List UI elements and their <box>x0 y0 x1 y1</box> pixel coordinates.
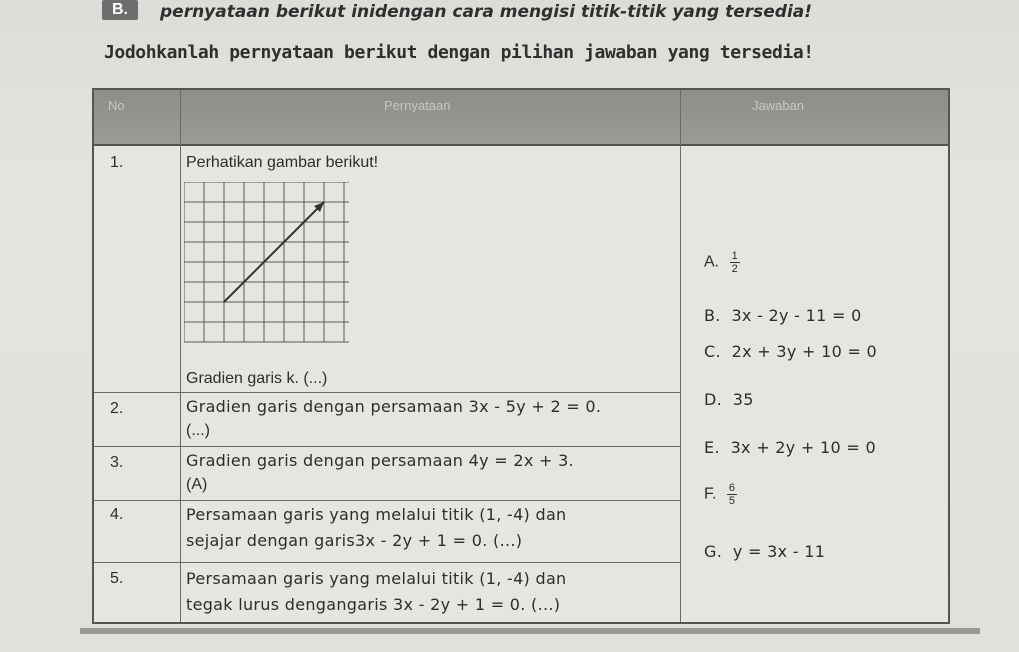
row-3-text: Gradien garis dengan persamaan 4y = 2x + 3. <box>186 451 574 470</box>
row-2-text: Gradien garis dengan persamaan 3x - 5y + 2 = 0. <box>186 397 602 416</box>
row-1-prompt: Gradien garis k. (...) <box>186 370 328 387</box>
col-divider-1 <box>180 90 181 622</box>
answer-e: E. 3x + 2y + 10 = 0 <box>704 438 876 457</box>
answer-f-fraction: $\frac{6}{5}$ <box>728 482 736 507</box>
gradient-figure <box>184 182 349 347</box>
answer-a-label: A. <box>704 253 720 271</box>
row-divider <box>94 446 680 447</box>
row-4-no: 4. <box>110 506 124 523</box>
header-answer: Jawaban <box>752 98 805 113</box>
row-4-text: Persamaan garis yang melalui titik (1, -4) dan <box>186 505 567 524</box>
answer-f <box>704 482 737 507</box>
answer-g: G. y = 3x - 11 <box>704 542 826 561</box>
row-1-no: 1. <box>110 154 124 171</box>
row-4-text-2[interactable]: sejajar dengan garis3x - 2y + 1 = 0. (...) <box>186 531 523 550</box>
row-2-no: 2. <box>110 400 124 417</box>
table-bottom-edge <box>80 628 980 634</box>
col-divider-2 <box>680 90 681 622</box>
matching-table <box>92 88 950 624</box>
row-5-text: Persamaan garis yang melalui titik (1, -4) dan <box>186 569 567 588</box>
instruction-heading: Jodohkanlah pernyataan berikut dengan pilihan jawaban yang tersedia! <box>104 42 814 63</box>
answer-a <box>704 250 740 275</box>
row-1-text: Perhatikan gambar berikut! <box>186 154 379 171</box>
answer-c: C. 2x + 3y + 10 = 0 <box>704 342 878 361</box>
answer-a-fraction: $\frac{1}{2}$ <box>731 250 738 275</box>
instruction-top: pernyataan berikut inidengan cara mengisi titik-titik yang tersedia! <box>160 2 812 22</box>
header-no: No <box>108 98 125 113</box>
line-k <box>224 202 324 302</box>
answer-f-label: F. <box>704 485 717 503</box>
row-3-blank[interactable]: (A) <box>186 476 208 493</box>
header-statement: Pernyataan <box>384 98 451 113</box>
row-divider <box>94 392 680 393</box>
section-badge: B. <box>102 0 138 20</box>
table-header <box>94 90 948 146</box>
answer-b: B. 3x - 2y - 11 = 0 <box>704 306 862 325</box>
answer-d: D. 35 <box>704 390 754 409</box>
row-5-text-2[interactable]: tegak lurus dengangaris 3x - 2y + 1 = 0. (...) <box>186 595 561 614</box>
row-divider <box>94 500 680 501</box>
row-3-no: 3. <box>110 454 124 471</box>
row-2-blank[interactable]: (...) <box>186 422 210 439</box>
row-5-no: 5. <box>110 570 124 587</box>
row-divider <box>94 562 680 563</box>
